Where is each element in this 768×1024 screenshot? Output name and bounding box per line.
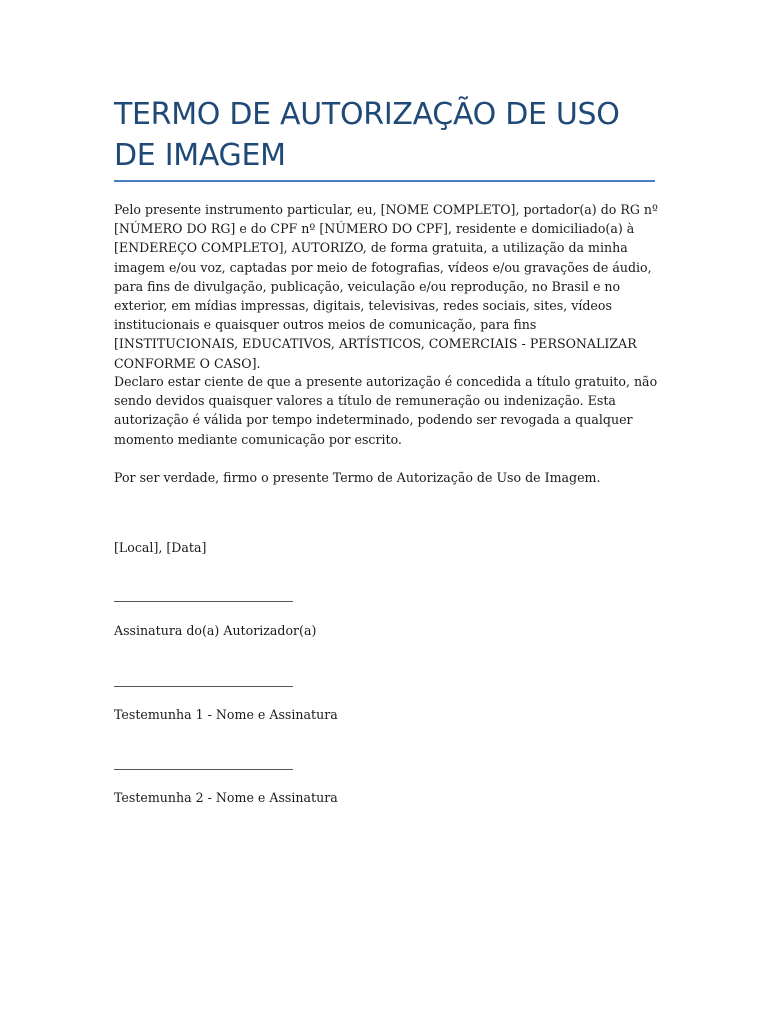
signature-label-authorizer: Assinatura do(a) Autorizador(a) (114, 623, 317, 638)
declaration-paragraph: Declaro estar ciente de que a presente autorização é concedida a título gratuito, não sendo devidos quaisquer valores a título de remuneração ou indenização. Esta autorização é válida por tempo indeterminado, podendo ser revogada a qualquer momento mediante comunicação por escrito. (114, 374, 658, 447)
title-block (114, 94, 655, 176)
signature-label-witness-2: Testemunha 2 - Nome e Assinatura (114, 790, 338, 805)
title-underline-rule (114, 180, 655, 182)
closing-paragraph: Por ser verdade, firmo o presente Termo de Autorização de Uso de Imagem. (114, 470, 601, 485)
document-title: TERMO DE AUTORIZAÇÃO DE USO DE IMAGEM (114, 97, 620, 173)
signature-label-witness-1: Testemunha 1 - Nome e Assinatura (114, 707, 338, 722)
signature-line-witness-2 (114, 769, 293, 770)
signature-line-witness-1 (114, 686, 293, 687)
authorization-paragraph: Pelo presente instrumento particular, eu, [NOME COMPLETO], portador(a) do RG nº [NÚMERO DO RG] e do CPF nº [NÚMERO DO CPF], residente e domiciliado(a) à [ENDEREÇO COMPLETO], AUTORIZO, de forma gratuita, a utilização da minha imagem e/ou voz, captadas por meio de fotografias, vídeos e/ou gravações de áudio, para fins de divulgação, publicação, veiculação e/ou reprodução, no Brasil e no exterior, em mídias impressas, digitais, televisivas, redes sociais, sites, vídeos institucionais e quaisquer outros meios de comunicação, para fins [INSTITUCIONAIS, EDUCATIVOS, ARTÍSTICOS, COMERCIAIS - PERSONALIZAR CONFORME O CASO]. (114, 202, 658, 371)
signature-line-authorizer (114, 601, 293, 602)
place-date-field: [Local], [Data] (114, 540, 207, 555)
